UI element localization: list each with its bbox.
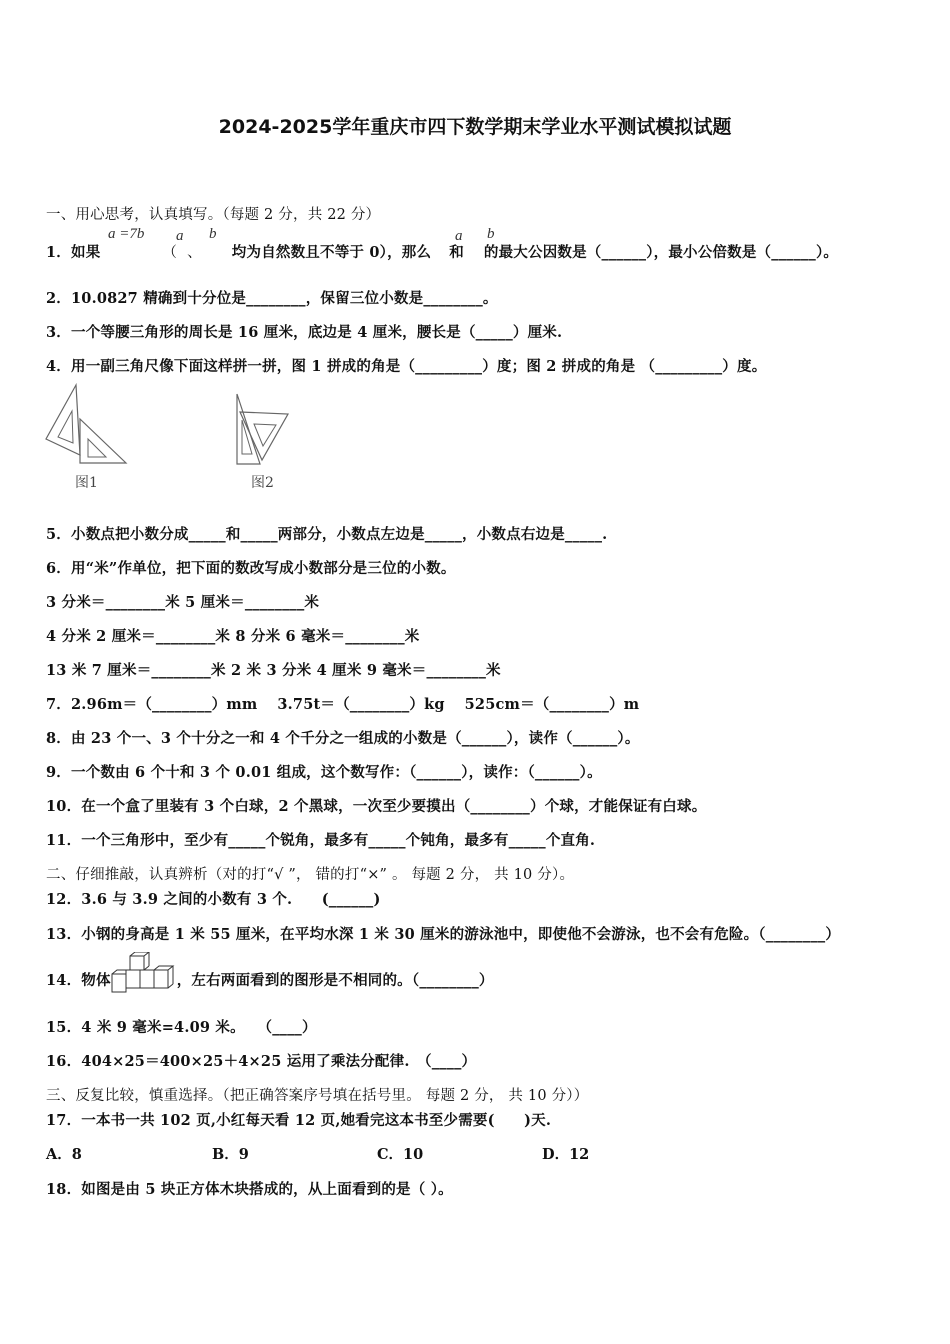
question-8: 8．由 23 个一、3 个十分之一和 4 个千分之一组成的小数是（______），读作（______）。 xyxy=(46,730,640,747)
q17-option-c: C．10 xyxy=(377,1146,424,1163)
question-6-line-1: 3 分米＝________米 5 厘米＝________米 xyxy=(46,594,320,611)
section-1-heading: 一、用心思考，认真填写。（每题 2 分，共 22 分） xyxy=(46,207,381,223)
question-16: 16．404×25＝400×25＋4×25 运用了乘法分配律. （____） xyxy=(46,1053,477,1070)
q1-var-a2: a xyxy=(455,228,463,244)
question-2: 2．10.0827 精确到十分位是________，保留三位小数是________。 xyxy=(46,290,498,307)
question-6: 6．用“米”作单位，把下面的数改写成小数部分是三位的小数。 xyxy=(46,560,456,577)
question-9: 9．一个数由 6 个十和 3 个 0.01 组成，这个数写作：（______），读作：（______）。 xyxy=(46,764,602,781)
section-2-heading: 二、仔细推敲，认真辨析（对的打“√ ”， 错的打“×” 。 每题 2 分， 共 10 分）。 xyxy=(46,867,575,883)
q14-suffix: ，左右两面看到的图形是不相同的。（________） xyxy=(176,972,494,989)
q1-and: 和 xyxy=(449,244,464,261)
question-3: 3．一个等腰三角形的周长是 16 厘米，底边是 4 厘米，腰长是（_____）厘米. xyxy=(46,324,563,341)
question-15: 15．4 米 9 毫米=4.09 米。 （____） xyxy=(46,1019,317,1036)
q1-var-b2: b xyxy=(487,226,495,242)
q17-option-b: B．9 xyxy=(212,1146,249,1163)
q17-option-a: A．8 xyxy=(46,1146,82,1163)
question-10: 10．在一个盒了里装有 3 个白球，2 个黑球，一次至少要摸出（________）个球，才能保证有白球。 xyxy=(46,798,707,815)
q1-prefix: 1．如果 xyxy=(46,244,101,261)
q1-sep: 、 xyxy=(187,245,202,261)
q1-mid: 均为自然数且不等于 0），那么 xyxy=(231,244,432,261)
q17-option-d: D．12 xyxy=(542,1146,590,1163)
q14-cube-object xyxy=(110,952,178,996)
q1-equation: a =7b xyxy=(108,226,145,242)
q1-suffix: 的最大公因数是（______），最小公倍数是（______）。 xyxy=(483,244,839,261)
figure-2-set-squares xyxy=(230,392,300,467)
page-title: 2024-2025学年重庆市四下数学期末学业水平测试模拟试题 xyxy=(218,116,732,138)
question-13: 13．小钢的身高是 1 米 55 厘米，在平均水深 1 米 30 厘米的游泳池中，即使他不会游泳，也不会有危险。（________） xyxy=(46,926,841,943)
question-6-line-3: 13 米 7 厘米＝________米 2 米 3 分米 4 厘米 9 毫米＝________米 xyxy=(46,662,501,679)
q14-prefix: 14．物体 xyxy=(46,972,111,989)
question-1 xyxy=(46,241,838,262)
question-6-line-2: 4 分米 2 厘米＝________米 8 分米 6 毫米＝________米 xyxy=(46,628,420,645)
q1-var-b: b xyxy=(209,226,217,242)
question-4: 4．用一副三角尺像下面这样拼一拼，图 1 拼成的角是（_________）度；图 2 拼成的角是 （_________）度。 xyxy=(46,358,767,375)
q1-paren-open: （ xyxy=(162,245,178,261)
question-18: 18．如图是由 5 块正方体木块搭成的，从上面看到的是（ ）。 xyxy=(46,1181,453,1198)
figure-1-set-squares xyxy=(42,383,132,468)
question-5: 5．小数点把小数分成_____和_____两部分，小数点左边是_____，小数点右边是_____. xyxy=(46,526,608,543)
question-11: 11．一个三角形中，至少有_____个锐角，最多有_____个钝角，最多有_____个直角. xyxy=(46,832,596,849)
figure-1-label: 图1 xyxy=(75,475,98,491)
figure-2-label: 图2 xyxy=(251,475,274,491)
question-12: 12．3.6 与 3.9 之间的小数有 3 个. (______) xyxy=(46,891,381,908)
section-3-heading: 三、反复比较，慎重选择。（把正确答案序号填在括号里。 每题 2 分， 共 10 分）） xyxy=(46,1088,589,1104)
question-7: 7．2.96m＝（________）mm 3.75t＝（________）kg 525cm＝（________）m xyxy=(46,696,640,713)
question-17: 17．一本书一共 102 页,小红每天看 12 页,她看完这本书至少需要( )天. xyxy=(46,1112,552,1129)
q1-var-a: a xyxy=(176,228,184,244)
